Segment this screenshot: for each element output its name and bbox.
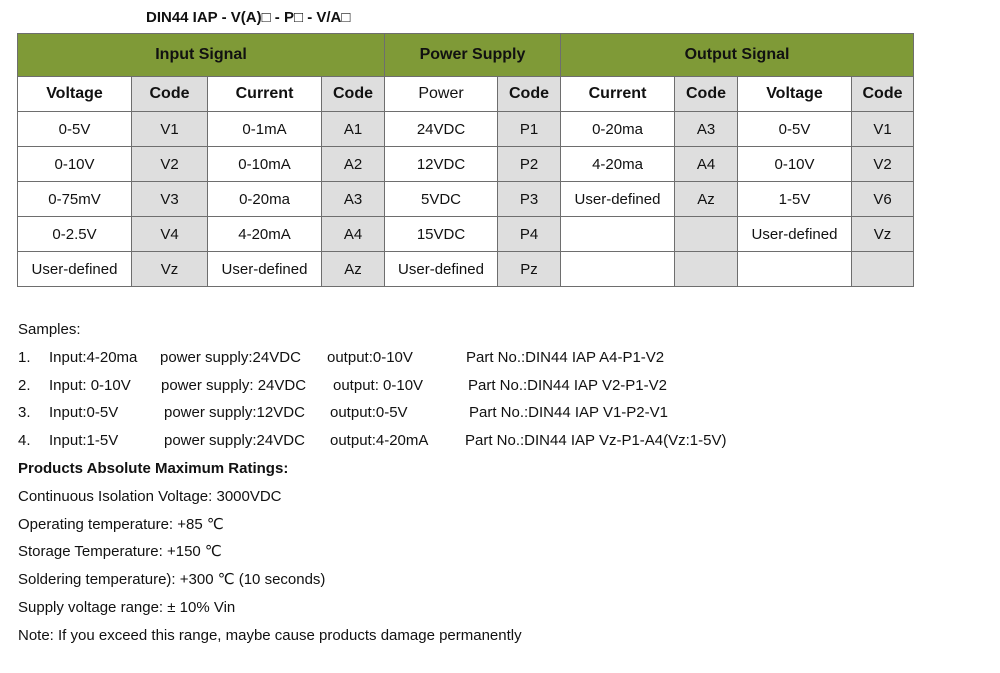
sample-number: 4. <box>18 432 31 450</box>
table-cell: 5VDC <box>385 182 498 217</box>
col-header-input-current: Current <box>208 77 322 112</box>
sample-input: Input:0-5V <box>49 404 119 422</box>
col-header-output-current: Current <box>561 77 675 112</box>
col-header-code: Code <box>852 77 914 112</box>
table-cell: 15VDC <box>385 217 498 252</box>
table-cell: 0-10V <box>18 147 132 182</box>
table-cell-code <box>675 252 738 287</box>
sample-part-number: Part No.:DIN44 IAP Vz-P1-A4(Vz:1-5V) <box>465 432 727 450</box>
col-header-power: Power <box>385 77 498 112</box>
sample-number: 1. <box>18 348 31 366</box>
ratings-heading: Products Absolute Maximum Ratings: <box>18 459 289 477</box>
rating-storage-temperature: Storage Temperature: +150 ℃ <box>18 543 222 561</box>
table-cell-code: V3 <box>132 182 208 217</box>
sample-item <box>18 427 727 455</box>
table-cell-code: A4 <box>675 147 738 182</box>
table-cell-code: V1 <box>852 112 914 147</box>
table-cell-code: P3 <box>498 182 561 217</box>
table-cell-code: V4 <box>132 217 208 252</box>
table-cell-code: A1 <box>322 112 385 147</box>
table-cell: 1-5V <box>738 182 852 217</box>
samples-heading: Samples: <box>18 321 81 338</box>
table-cell-code: V1 <box>132 112 208 147</box>
table-group-header-row <box>18 34 914 77</box>
table-cell: 4-20mA <box>208 217 322 252</box>
col-header-code: Code <box>322 77 385 112</box>
table-cell-code: V2 <box>852 147 914 182</box>
table-cell: 0-2.5V <box>18 217 132 252</box>
group-output-signal: Output Signal <box>561 34 914 77</box>
sample-item <box>18 399 668 427</box>
sample-output: output: 0-10V <box>333 376 424 394</box>
group-power-supply: Power Supply <box>385 34 561 77</box>
rating-soldering-temperature: Soldering temperature): +300 ℃ (10 seconds) <box>18 571 326 589</box>
table-cell: 24VDC <box>385 112 498 147</box>
code-table <box>17 33 914 287</box>
notes-section <box>18 316 727 650</box>
table-row <box>18 182 914 217</box>
table-cell: 0-10mA <box>208 147 322 182</box>
sample-part-number: Part No.:DIN44 IAP V1-P2-V1 <box>469 404 668 422</box>
table-cell-code: V2 <box>132 147 208 182</box>
sample-number: 3. <box>18 404 31 422</box>
sample-power: power supply:24VDC <box>160 348 301 366</box>
document-title: DIN44 IAP - V(A)□ - P□ - V/A□ <box>146 9 351 26</box>
sample-number: 2. <box>18 376 31 394</box>
sample-output: output:4-20mA <box>330 432 429 450</box>
table-cell-code: Az <box>322 252 385 287</box>
sample-part-number: Part No.:DIN44 IAP V2-P1-V2 <box>468 376 667 394</box>
col-header-code: Code <box>498 77 561 112</box>
sample-input: Input:4-20ma <box>49 348 138 366</box>
table-cell: 12VDC <box>385 147 498 182</box>
table-cell-code: A2 <box>322 147 385 182</box>
table-row <box>18 112 914 147</box>
table-cell-code: A3 <box>675 112 738 147</box>
sample-item <box>18 372 667 400</box>
table-cell-code: Vz <box>852 217 914 252</box>
table-cell: 4-20ma <box>561 147 675 182</box>
rating-isolation-voltage: Continuous Isolation Voltage: 3000VDC <box>18 487 282 505</box>
col-header-code: Code <box>132 77 208 112</box>
table-column-header-row <box>18 77 914 112</box>
table-cell <box>561 252 675 287</box>
table-cell-code: Az <box>675 182 738 217</box>
table-cell-code: A3 <box>322 182 385 217</box>
table-cell-code: P2 <box>498 147 561 182</box>
table-cell: User-defined <box>738 217 852 252</box>
table-cell-code: P4 <box>498 217 561 252</box>
table-cell-code: V6 <box>852 182 914 217</box>
col-header-output-voltage: Voltage <box>738 77 852 112</box>
table-cell: User-defined <box>18 252 132 287</box>
table-cell-code <box>675 217 738 252</box>
table-cell-code: A4 <box>322 217 385 252</box>
sample-power: power supply:24VDC <box>164 432 305 450</box>
table-cell <box>738 252 852 287</box>
col-header-code: Code <box>675 77 738 112</box>
sample-power: power supply:12VDC <box>164 404 305 422</box>
col-header-input-voltage: Voltage <box>18 77 132 112</box>
table-cell: 0-20ma <box>561 112 675 147</box>
rating-supply-voltage-range: Supply voltage range: ± 10% Vin <box>18 598 236 616</box>
table-cell <box>561 217 675 252</box>
table-cell: 0-1mA <box>208 112 322 147</box>
table-cell: User-defined <box>385 252 498 287</box>
table-cell: 0-5V <box>18 112 132 147</box>
sample-input: Input: 0-10V <box>49 376 131 394</box>
sample-item <box>18 344 665 372</box>
rating-operating-temperature: Operating temperature: +85 ℃ <box>18 515 224 533</box>
table-cell-code: Vz <box>132 252 208 287</box>
table-cell-code: P1 <box>498 112 561 147</box>
table-cell: 0-5V <box>738 112 852 147</box>
sample-output: output:0-5V <box>330 404 408 422</box>
table-row <box>18 147 914 182</box>
sample-output: output:0-10V <box>327 348 413 366</box>
table-cell: User-defined <box>561 182 675 217</box>
table-row <box>18 217 914 252</box>
table-cell-code <box>852 252 914 287</box>
group-input-signal: Input Signal <box>18 34 385 77</box>
table-cell: 0-10V <box>738 147 852 182</box>
sample-power: power supply: 24VDC <box>161 376 307 394</box>
table-cell: User-defined <box>208 252 322 287</box>
table-cell-code: Pz <box>498 252 561 287</box>
sample-input: Input:1-5V <box>49 432 119 450</box>
sample-part-number: Part No.:DIN44 IAP A4-P1-V2 <box>466 348 665 366</box>
table-cell: 0-20ma <box>208 182 322 217</box>
rating-damage-note: Note: If you exceed this range, maybe cause products damage permanently <box>18 626 522 644</box>
table-row <box>18 252 914 287</box>
table-cell: 0-75mV <box>18 182 132 217</box>
